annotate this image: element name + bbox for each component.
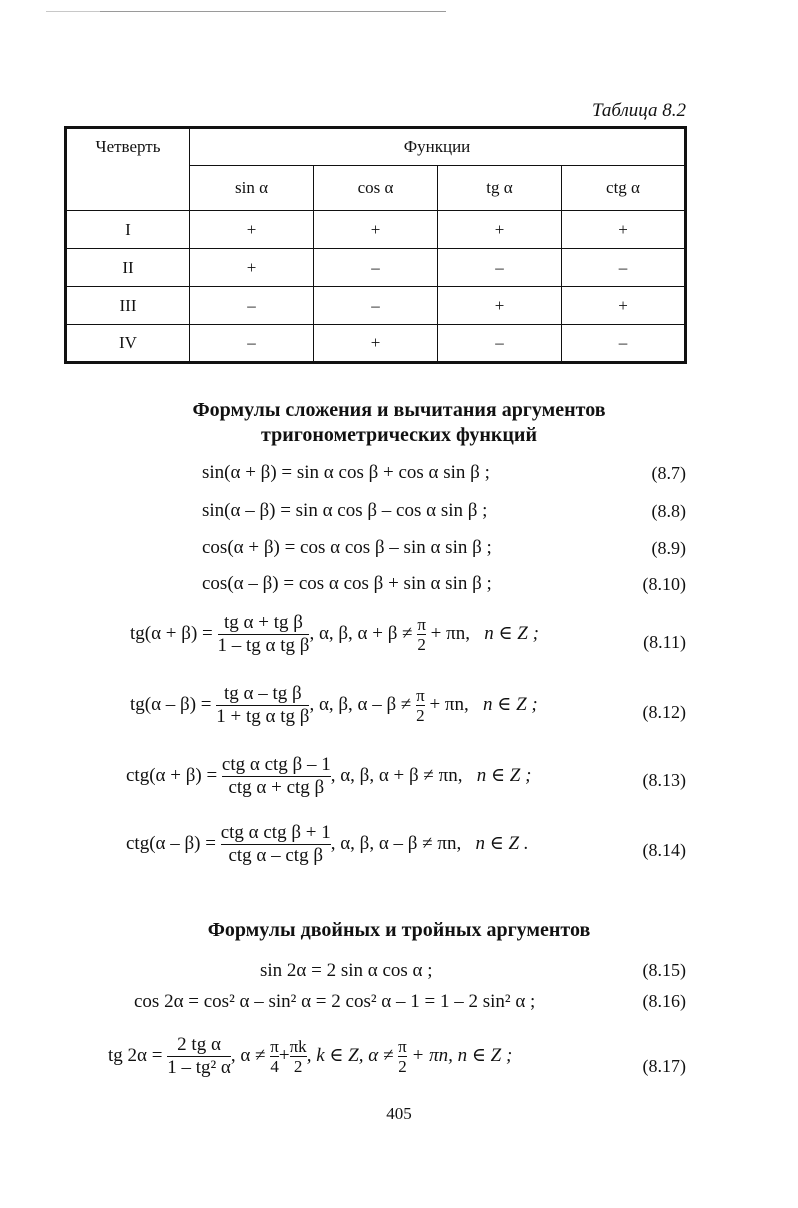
denominator: 4 [270,1057,279,1076]
numerator: π [270,1037,279,1056]
fraction [218,612,310,657]
sign-cell: + [438,211,562,249]
fraction [290,1037,307,1076]
formula-8-16: cos 2α = cos² α – sin² α = 2 cos² α – 1 = 1 – 2 sin² α ; [134,991,536,1012]
formula-8-13 [126,754,531,799]
condition: , k ∈ Z, α ≠ [306,1044,394,1066]
top-rule [100,11,446,12]
formula-number: (8.8) [651,501,686,521]
fraction [270,1037,279,1076]
numerator: 2 tg α [177,1034,221,1055]
numerator: πk [289,1037,307,1056]
sign-cell: + [190,249,314,287]
fraction [216,683,309,728]
page-number: 405 [386,1104,412,1123]
denominator: 1 + tg α tg β [216,706,310,727]
numerator: π [417,615,426,634]
section-title-double-triple: Формулы двойных и тройных аргументов [207,919,591,941]
table-row [66,211,686,249]
sign-cell: + [190,211,314,249]
formula-number: (8.15) [642,960,686,980]
formula-lhs: ctg(α + β) = [126,764,218,786]
condition: , α ≠ [230,1044,266,1066]
sign-cell: – [562,325,686,363]
sign-cell: + [438,287,562,325]
fraction [167,1034,231,1079]
numerator: π [416,686,425,705]
table-caption: Таблица 8.2 [592,100,686,121]
sign-cell: + [562,211,686,249]
sign-cell: – [562,249,686,287]
denominator: 2 [416,706,425,725]
condition: + πn, [429,693,469,715]
quarter-cell: I [66,211,190,249]
sign-cell: – [190,287,314,325]
numerator: ctg α ctg β + 1 [220,822,331,843]
numerator: tg α – tg β [224,683,302,704]
formula-8-8: sin(α – β) = sin α cos β – cos α sin β ; [202,500,488,521]
denominator: 2 [417,635,426,654]
formula-8-14 [126,822,529,867]
numerator: π [398,1037,407,1056]
formula-lhs: tg(α – β) = [130,693,212,715]
condition: , α, β, α + β ≠ πn, [330,764,463,786]
top-rule-left [46,11,100,12]
sign-cell: – [438,249,562,287]
condition-set: n ∈ Z ; [483,693,538,715]
fraction [416,686,425,725]
column-tg: tg α [438,166,562,211]
sign-cell: – [314,249,438,287]
sign-cell: – [314,287,438,325]
condition-set: n ∈ Z ; [476,764,532,786]
sign-cell: + [314,211,438,249]
formula-number: (8.7) [651,463,686,483]
fraction [221,822,331,867]
quarter-cell: II [66,249,190,287]
table-row [66,287,686,325]
denominator: 1 – tg² α [167,1057,231,1078]
fraction [398,1037,407,1076]
denominator: ctg α – ctg β [221,844,331,867]
condition-set: n ∈ Z ; [484,622,539,644]
formula-number: (8.17) [642,1056,686,1076]
formula-number: (8.13) [642,770,686,790]
formula-8-12 [130,683,538,728]
formula-8-17 [108,1034,512,1079]
functions-header: Функции [190,128,686,166]
condition: , α, β, α + β ≠ [309,622,413,644]
quarter-cell: IV [66,325,190,363]
sign-cell: – [190,325,314,363]
formula-number: (8.10) [642,574,686,594]
formula-number: (8.14) [642,840,686,860]
section-title-line: Формулы сложения и вычитания аргументов [192,399,606,421]
formula-8-10: cos(α – β) = cos α cos β + sin α sin β ; [202,573,492,594]
quarter-cell: III [66,287,190,325]
fraction [417,615,426,654]
formula-8-15: sin 2α = 2 sin α cos α ; [260,960,433,981]
formula-lhs: tg(α + β) = [130,622,213,644]
table-row [66,325,686,363]
section-title-addition [0,398,798,448]
denominator: 1 – tg α tg β [217,635,310,656]
denominator: 2 [290,1056,307,1076]
denominator: ctg α + ctg β [222,776,331,799]
quarter-header: Четверть [66,128,190,211]
condition: , α, β, α – β ≠ πn, [330,832,462,854]
formula-lhs: tg 2α = [108,1044,163,1066]
formula-8-9: cos(α + β) = cos α cos β – sin α sin β ; [202,537,492,558]
sign-cell: + [562,287,686,325]
formula-number: (8.9) [651,538,686,558]
column-cos: cos α [314,166,438,211]
fraction [222,754,331,799]
column-ctg: ctg α [562,166,686,211]
table-row [66,249,686,287]
numerator: ctg α ctg β – 1 [221,754,331,775]
denominator: 2 [398,1057,407,1076]
formula-8-7: sin(α + β) = sin α cos β + cos α sin β ; [202,462,490,483]
column-sin: sin α [190,166,314,211]
formula-number: (8.12) [642,702,686,722]
condition: , α, β, α – β ≠ [309,693,412,715]
operator: + [278,1044,290,1066]
formula-8-11 [130,612,539,657]
section-title-line: тригонометрических функций [261,424,537,446]
signs-table [64,126,687,364]
sign-cell: + [314,325,438,363]
numerator: tg α + tg β [224,612,303,633]
condition: + πn, n ∈ Z ; [411,1044,513,1066]
condition: + πn, [430,622,470,644]
formula-number: (8.11) [643,632,686,652]
formula-number: (8.16) [642,991,686,1011]
condition-set: n ∈ Z . [475,832,529,854]
sign-cell: – [438,325,562,363]
formula-lhs: ctg(α – β) = [126,832,216,854]
